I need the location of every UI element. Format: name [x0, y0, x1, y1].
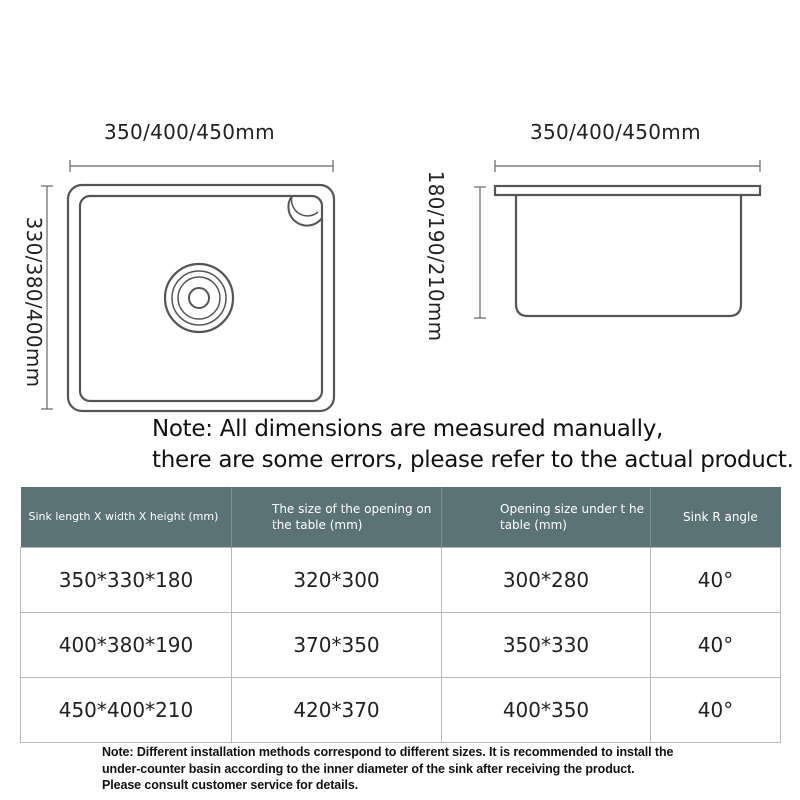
measurement-note-line-1: Note: All dimensions are measured manually, [152, 416, 664, 442]
installation-note-line-2: under-counter basin according to the inner diameter of the sink after receiving the product. [102, 761, 635, 776]
installation-note-line-3: Please consult customer service for details. [102, 778, 359, 792]
installation-note [102, 744, 782, 794]
side-height-dimension [474, 187, 486, 318]
top-width-label: 350/400/450mm [104, 120, 275, 144]
cell-r-angle: 40° [651, 548, 781, 613]
table-row [21, 613, 781, 678]
side-width-label: 350/400/450mm [530, 120, 701, 144]
cell-sink-size: 400*380*190 [21, 613, 232, 678]
sink-top-view [68, 185, 334, 411]
cell-opening-on-table: 320*300 [232, 548, 442, 613]
header-r-angle: Sink R angle [651, 487, 781, 548]
cell-r-angle: 40° [651, 613, 781, 678]
side-height-label: 180/190/210mm [424, 170, 448, 342]
top-width-dimension [70, 160, 333, 172]
top-depth-label: 330/380/400mm [22, 216, 46, 388]
cell-sink-size: 450*400*210 [21, 678, 232, 743]
header-sink-size: Sink length X width X height (mm) [21, 487, 232, 548]
cell-opening-on-table: 420*370 [232, 678, 442, 743]
size-table [20, 487, 781, 743]
table-row [21, 678, 781, 743]
header-opening-under-table: Opening size under t he table (mm) [442, 487, 651, 548]
measurement-note-line-2: there are some errors, please refer to the actual product. [152, 447, 794, 473]
drain-icon [165, 264, 233, 332]
measurement-note [152, 414, 792, 476]
cell-opening-under-table: 350*330 [442, 613, 651, 678]
cell-opening-under-table: 300*280 [442, 548, 651, 613]
table-header-row [21, 487, 781, 548]
cell-opening-under-table: 400*350 [442, 678, 651, 743]
cell-sink-size: 350*330*180 [21, 548, 232, 613]
cell-opening-on-table: 370*350 [232, 613, 442, 678]
installation-note-line-1: Note: Different installation methods correspond to different sizes. It is recommended to install the [102, 745, 674, 759]
cell-r-angle: 40° [651, 678, 781, 743]
side-width-dimension [495, 160, 760, 172]
sink-side-view [495, 186, 760, 316]
table-row [21, 548, 781, 613]
header-opening-on-table: The size of the opening on the table (mm) [232, 487, 442, 548]
